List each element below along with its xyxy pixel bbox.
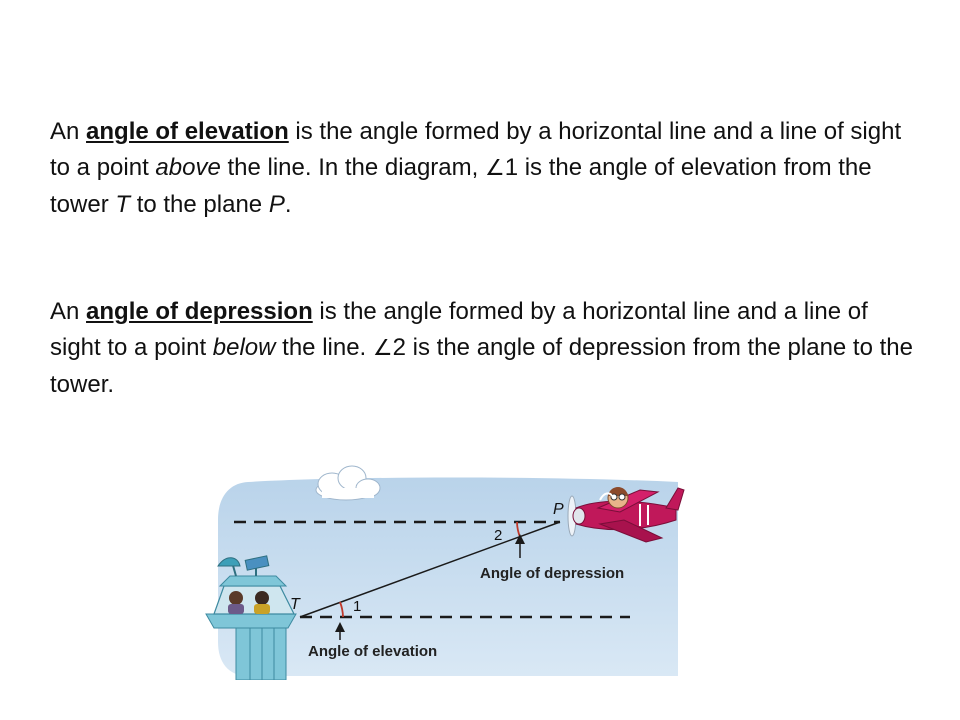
elevation-depression-diagram <box>200 462 690 680</box>
angle-2-label: 2 <box>494 527 503 544</box>
term-angle-of-depression: angle of depression <box>86 298 313 325</box>
term-angle-of-elevation: angle of elevation <box>86 118 289 145</box>
emphasis-below: below <box>212 334 276 361</box>
angle-symbol-icon: ∠ <box>484 156 505 181</box>
angle-of-elevation-caption: Angle of elevation <box>308 643 438 660</box>
tower-label-t: T <box>290 596 300 613</box>
emphasis-above: above <box>155 154 221 181</box>
angle-1-label: 1 <box>353 598 362 615</box>
angle-of-depression-paragraph: An angle of depression is the angle formed by a horizontal line and a line of sight to a point below the line. ∠2 is the angle of depression from the plane to the tower. <box>50 298 913 398</box>
variable-p: P <box>268 191 285 218</box>
variable-t: T <box>115 191 131 218</box>
cloud-icon <box>316 466 380 500</box>
plane-label-p: P <box>553 501 564 518</box>
angle-of-depression-caption: Angle of depression <box>480 565 625 582</box>
angle-of-elevation-paragraph: An angle of elevation is the angle formed by a horizontal line and a line of sight to a point above the line. In the diagram, ∠1 is the angle of elevation from the tower T to the plane P. <box>50 118 902 218</box>
angle-symbol-icon: ∠ <box>372 336 393 361</box>
